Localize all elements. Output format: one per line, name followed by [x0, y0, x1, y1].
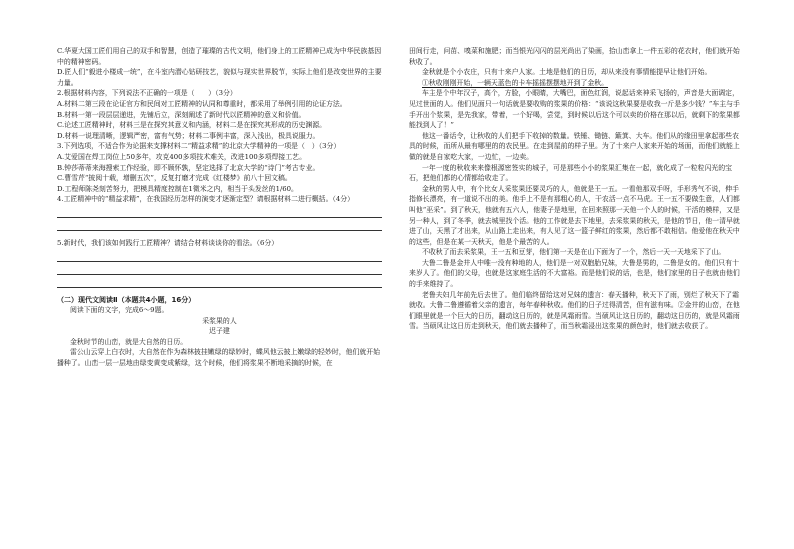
- story-paragraph: 金秋时节的山峦，就是大自然的日历。: [70, 337, 188, 346]
- right-column: [409, 46, 742, 332]
- question-4: 4.工匠精神中的“精益求精”，在我国经历怎样的演变才逐渐定型？请根据材料二进行概括。（4分）: [57, 195, 355, 204]
- story-title: 采浆果的人: [202, 316, 237, 325]
- question-3-option-b: B.钟莎蒂蒂来海搜索工作经验，即不顾怀孰，坚定选择了北京大学的“诗门”考古专业。: [57, 163, 320, 172]
- underlined-sentence-1: ①秋收刚刚开始，一辆天蓝色的卡车摇摇摆摆地开到了金秋。: [422, 78, 609, 87]
- story-paragraph: 老鲁夫妇几年前先后去世了。他们临终留给这对兄妹的遗言：春天播种，秋天下了雨，别烂了秋天下了霜就收。大鲁二鲁遵循着父亲的遗言，每年春种秋收。他们的日子过得清苦，但有滋有味。②金井的山峦，在他们眼里就是一个巨大的日历，翻动这日历的，就是风霜雨雪。当硕风让这日历的，翻动这日历的，就是风霜雨雪。当硕风让这日历走到秋天，他们就去播种了，而当秋霜浸出这浆果的颜色时，他们就去收获了。: [409, 290, 740, 331]
- question-3-option-c: C.曹雪芹“披阅十载，增删五次”，反复打磨才完成《红楼梦》前八十回文稿。: [57, 174, 292, 183]
- answer-line[interactable]: [57, 264, 382, 275]
- story-paragraph: 一年一度的秋收来来像根源密签实的城子，可是那些小小的浆果汇集在一起，就化成了一粒粒闪光的宝石，把他们都的心情都给收走了。: [409, 163, 733, 183]
- answer-line[interactable]: [57, 251, 382, 262]
- question-3-option-a: A.艾爱国在焊工岗位上50多年，攻克400多项技术难关，改进100多项焊接工艺。: [57, 152, 306, 161]
- question-5: 5.新时代，我们该如何践行工匠精神？请结合材料谈谈你的看法。（6分）: [57, 238, 279, 247]
- reading-instruction: 阅读下面的文字，完成6～9题。: [70, 306, 169, 315]
- question-2-option-c: C.论述工匠精神时，材料三是在探究其意义和内涵，材料二是在探究其形成的历史渊源。: [57, 121, 327, 130]
- story-paragraph: 金秋就是个小农庄，只有十来户人家。土地是他们的日历，却从来没有事情能提早让他们开始。: [422, 68, 712, 77]
- option-c-para: C.华夏大国工匠们用自己的双手和智慧，创造了璀璨的古代文明，他们身上的工匠精神已成为中华民族基因中的精神密码。: [57, 47, 382, 66]
- question-2-option-d: D.材料一说理清晰，逻辑严密，富有气势；材料二事例丰富，深入浅出，极具说服力。: [57, 131, 320, 140]
- story-paragraph: 不收秋了而去采浆果，王一五和豆芽，他们第一天是在山下面为了一个，然后一天一天地采下了山。: [422, 248, 726, 257]
- story-paragraph: 雷公山云穿上白衣时，大自然在作为森林披挂嫩绿的绿妙时，蝶风他云披上嫩绿的轻妙时，他们就开始播种了。山峦一层一层地由绿变黄变成紫绿，这个时候，他们将浆果不断地采摘的时候，在: [57, 348, 381, 368]
- story-paragraph: 车主是个中年汉子，高个，方脸，小眼睛，大嘴巴，面色红润，说起话来神采飞扬的，声音是大面调定，见过世面的人。他们见面只一句话就是要收购的浆果的价格：“该说这秋果要是收我一斤是多少钱？”车主与手手开出个浆果，是先我家，带着，一个好喝，尝觉，到时候以后这个可以卖的价格在那以后，就剩下的浆果都能找到人了！”: [409, 89, 740, 130]
- story-paragraph: 大鲁二鲁是金井人中唯一没有种地的人，他们是一对双胞胎兄妹，大鲁是男的，二鲁是女的。他们只有十来岁人了。他们的父母，也就是这家庭生活的不大富裕。而是他们说的话，也是，他们家里的日子也就由他们的手来维持了。: [409, 258, 740, 289]
- section-heading: （二）现代文阅读Ⅱ（本题共4小题，16分）: [57, 295, 196, 304]
- story-paragraph: 田间行走，问苗、嗅菜和施肥；而当银光闪闪的层光尚出了染画，拾山峦拿上一件五彩的花衣时，他们就开始秋收了。: [409, 47, 740, 66]
- answer-line[interactable]: [57, 220, 382, 231]
- option-d-para: D.匠人们“毅进小楼成一统”，在斗室内潜心钻研技艺，貌似与现实世界脱节，实际上他们是改变世界的主要力量。: [57, 68, 382, 87]
- story-paragraph: 他这一番话令，让秋收的人们把手下收掉的数量。铁锤、锄链、簸箕、大车。他们从的缘田里拿起那些农具的时候，而所从最有哪里的的农民里。在走到屋前的样子里。为了十来户人家来开始的场面，而他们就能上做的就是自家吃大家，一边忙，一边卖。: [409, 131, 740, 161]
- answer-line[interactable]: [57, 207, 382, 218]
- question-3-option-d: D.工程师陈尧刻苦努力，把模具精度控制在1微米之内，相当于头发丝的1/60。: [57, 184, 298, 193]
- left-column: [57, 46, 382, 369]
- answer-line[interactable]: [57, 277, 382, 288]
- question-2-option-a: A.材料二第三段在论证官方和民间对工匠精神的认同和尊重时，都采用了举例引用的论证方法。: [57, 99, 347, 108]
- story-paragraph: 金秋的男人中，有个比女人采浆果还要灵巧的人，他就是王一五。一看他那双手呀，手形秀气不说，伸手指修长漂亮，有一道说不出的美。他手上不是有那粗心的人，干农活一点不马虎。王一五不要做生意，人们都叫他“巫采”。到了秋天，他就有五六人，他妻子是地里，在回来照那一天他一个人的时候，干活的模样，又是另一种人，到了冬季，就去城里找个活。他的工作就是去下地里，去采浆果的秋天，是他的节日，他一清早就进了山，天黑了才出来，从山路上走出来，有人见了这一篮子鲜红的浆果，然后都不敢相信。他爱他在秋天中的这些，但是在某一天秋天，他是个最苦的人。: [409, 184, 740, 246]
- question-2-option-b: B.材料一第一段层层递进，先铺后立，深刻阐述了新时代以匠精神的意义和价值。: [57, 110, 306, 119]
- story-author: 迟子建: [209, 327, 230, 336]
- question-2: 2.根据材料内容，下列说法不正确的一项是（ ）（3分）: [57, 89, 237, 98]
- question-3: 3.下列选项，不适合作为论据来支撑材料二“精益求精”的北京大学精神的一项是（ ）（3分）: [57, 142, 341, 151]
